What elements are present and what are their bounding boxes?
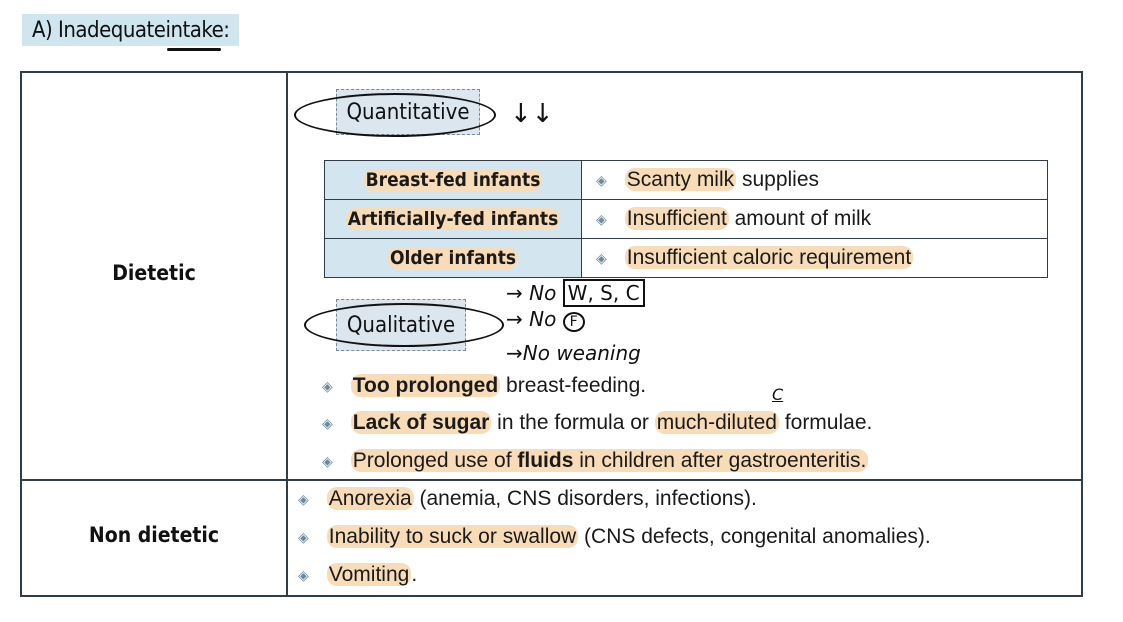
quantitative-table bbox=[324, 160, 1048, 278]
bullet-icon: ◈ bbox=[322, 452, 333, 469]
table-row bbox=[325, 239, 1048, 278]
quantitative-circle-mark bbox=[294, 93, 496, 137]
value-cell: ◈ Insufficient caloric requirement bbox=[582, 239, 1048, 278]
bullet-icon: ◈ bbox=[322, 377, 333, 394]
category-cell: Older infants bbox=[389, 247, 517, 269]
value-cell: ◈ Insufficient amount of milk bbox=[582, 200, 1048, 239]
handwritten-note-c: C bbox=[772, 385, 784, 404]
quantitative-decrease-note: ↓↓ bbox=[510, 99, 554, 129]
list-item: ◈ Inability to suck or swallow (CNS defects, congenital anomalies). bbox=[298, 525, 931, 548]
table-row bbox=[325, 161, 1048, 200]
list-item: ◈ Prolonged use of fluids in children after gastroenteritis. bbox=[322, 449, 867, 472]
heading-prefix: A) Inadequate bbox=[32, 17, 166, 43]
qualitative-circle-mark bbox=[304, 303, 504, 347]
list-item: ◈ Vomiting. bbox=[298, 563, 418, 586]
category-cell: Breast-fed infants bbox=[365, 169, 541, 191]
column-divider bbox=[286, 73, 288, 595]
row-label-dietetic: Dietetic bbox=[112, 261, 196, 285]
section-heading bbox=[22, 14, 239, 46]
handwritten-note-no-wsc: → No W, S, C bbox=[506, 281, 645, 305]
causes-table bbox=[20, 71, 1083, 597]
heading-underlined-word: intake bbox=[165, 17, 224, 43]
quantitative-label: Quantitative bbox=[336, 89, 480, 135]
bullet-icon: ◈ bbox=[298, 566, 309, 583]
bullet-icon: ◈ bbox=[322, 414, 333, 431]
qualitative-label: Qualitative bbox=[336, 299, 466, 351]
bullet-icon: ◈ bbox=[298, 490, 309, 507]
bullet-icon: ◈ bbox=[596, 249, 607, 266]
list-item: ◈ Anorexia (anemia, CNS disorders, infections). bbox=[298, 487, 757, 510]
heading-suffix: : bbox=[223, 17, 230, 43]
handwritten-note-no-f: → No F bbox=[506, 307, 585, 331]
list-item: ◈ Lack of sugar in the formula or much-diluted formulae. bbox=[322, 411, 873, 434]
row-label-non-dietetic: Non dietetic bbox=[88, 523, 220, 547]
bullet-icon: ◈ bbox=[596, 210, 607, 227]
list-item: ◈ Too prolonged breast-feeding. bbox=[322, 374, 647, 397]
handwritten-note-no-weaning: →No weaning bbox=[506, 341, 641, 365]
bullet-icon: ◈ bbox=[596, 171, 607, 188]
row-divider bbox=[22, 479, 1081, 481]
bullet-icon: ◈ bbox=[298, 528, 309, 545]
table-row bbox=[325, 200, 1048, 239]
category-cell: Artificially-fed infants bbox=[347, 208, 559, 230]
value-cell: ◈ Scanty milk supplies bbox=[582, 161, 1048, 200]
